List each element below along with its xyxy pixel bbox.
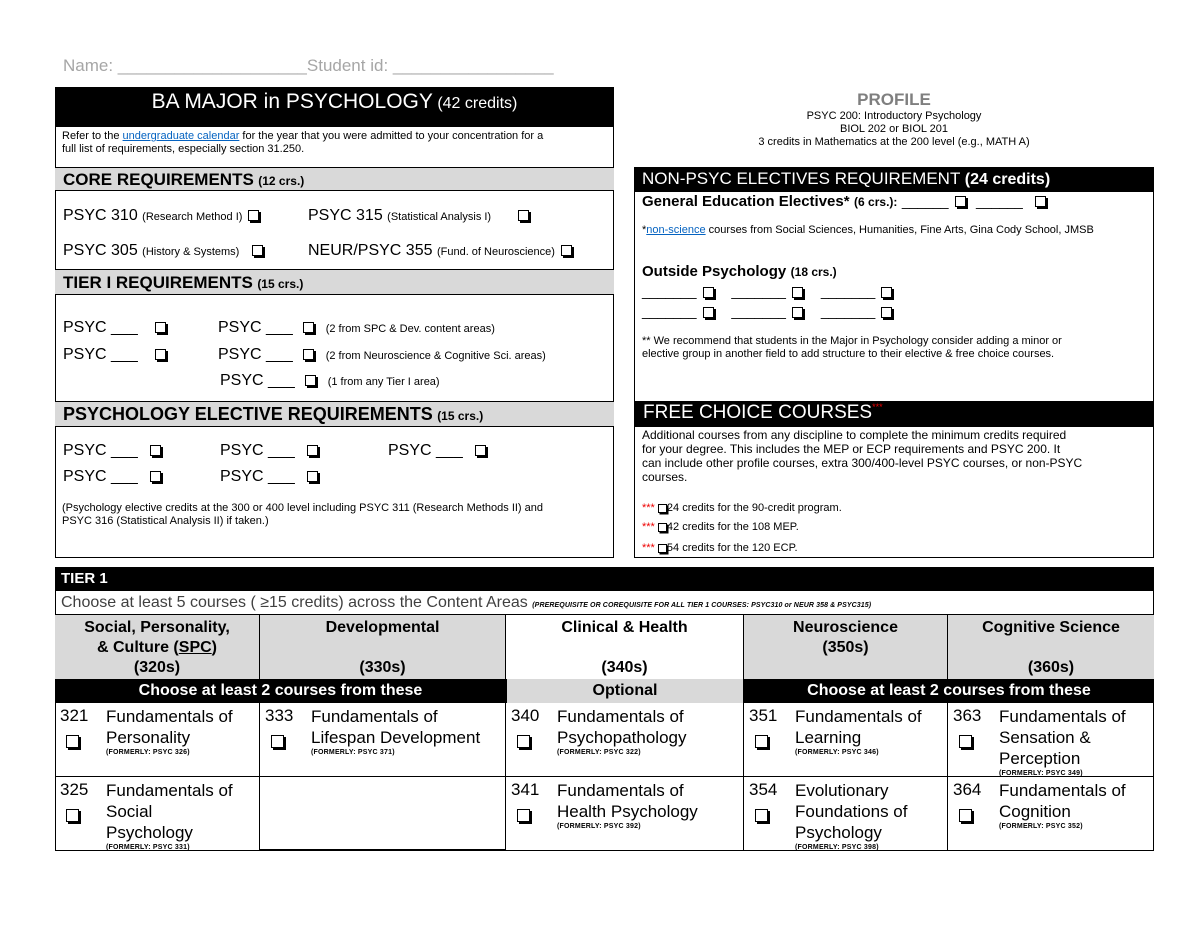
checkbox-icon[interactable]	[1035, 196, 1046, 207]
checkbox-icon[interactable]	[955, 196, 966, 207]
choose-note-right: Choose at least 2 courses from these	[744, 679, 1154, 703]
area-header-neuroscience: Neuroscience (350s)	[744, 615, 948, 679]
gen-ed-row: General Education Electives* (6 crs.): ______ ______	[642, 193, 1046, 211]
checkbox-icon[interactable]	[518, 210, 529, 221]
major-refer-text: Refer to the undergraduate calendar for the year that you were admitted to your concentration for a full list of requirements, especially section 31.250.	[62, 130, 544, 155]
elective-slot[interactable]: PSYC ___	[220, 442, 295, 459]
outside-blank[interactable]: _______	[642, 303, 697, 319]
checkbox-icon[interactable]	[252, 245, 263, 256]
choose-note-left: Choose at least 2 courses from these	[55, 679, 506, 703]
area-header-developmental: Developmental (330s)	[260, 615, 506, 679]
free-choice-bar: FREE CHOICE COURSES***	[634, 401, 1154, 427]
psyelec-credits: (15 crs.)	[437, 409, 484, 423]
outside-blank[interactable]: _______	[642, 283, 697, 299]
tier1-slot-row1b: PSYC ___ (2 from SPC & Dev. content areas)	[218, 319, 495, 336]
gen-ed-note: *non-science courses from Social Sciences, Humanities, Fine Arts, Gina Cody School, JMSB	[642, 224, 1094, 236]
outside-blank[interactable]: _______	[731, 303, 786, 319]
checkbox-icon[interactable]	[881, 287, 892, 298]
psych-elective-bar	[55, 401, 614, 427]
checkbox-icon[interactable]	[150, 445, 161, 456]
area-header-clinical: Clinical & Health (340s)	[506, 615, 744, 679]
checkbox-icon[interactable]	[755, 809, 768, 822]
checkbox-icon[interactable]	[305, 375, 316, 386]
free-option-1: *** 24 credits for the 90-credit program.	[642, 502, 842, 514]
core-row-1b: PSYC 315 (Statistical Analysis I)	[308, 207, 529, 225]
profile-title: PROFILE	[857, 90, 931, 109]
area-header-cognitive: Cognitive Science (360s)	[948, 615, 1154, 679]
tier1-slot-row3: PSYC ___ (1 from any Tier I area)	[220, 372, 440, 389]
checkbox-icon[interactable]	[658, 504, 667, 513]
checkbox-icon[interactable]	[792, 307, 803, 318]
nonpsyc-title-bar	[634, 167, 1154, 192]
core-psyc310: PSYC 310	[63, 207, 138, 224]
elective-slot[interactable]: PSYC ___	[220, 468, 295, 485]
psyelec-note: (Psychology elective credits at the 300 or 400 level including PSYC 311 (Research Methods II) and PSYC 316 (Statistical Analysis II) if taken.)	[62, 502, 543, 527]
core-title: CORE REQUIREMENTS	[63, 170, 254, 189]
course-354[interactable]: 354 Evolutionary Foundations of Psychology (FORMERLY: PSYC 398)	[744, 777, 948, 851]
tier1req-credits: (15 crs.)	[257, 277, 304, 291]
tier1-slot-row2b: PSYC ___ (2 from Neuroscience & Cognitive Sci. areas)	[218, 346, 546, 363]
elective-slot-4	[63, 468, 161, 486]
gen-ed-blank[interactable]: ______	[901, 193, 949, 209]
checkbox-icon[interactable]	[658, 544, 667, 553]
name-student-id-line[interactable]: Name: ____________________Student id: _________________	[63, 56, 554, 75]
checkbox-icon[interactable]	[303, 349, 314, 360]
nonpsyc-credits: (24 credits)	[964, 171, 1051, 188]
core-row-2: PSYC 305 (History & Systems)	[63, 242, 263, 260]
checkbox-icon[interactable]	[703, 307, 714, 318]
free-title: FREE CHOICE COURSES	[643, 402, 873, 423]
nonpsyc-title: NON-PSYC ELECTIVES REQUIREMENT	[642, 169, 961, 188]
gen-ed-blank[interactable]: ______	[976, 193, 1023, 209]
elective-slot[interactable]: PSYC ___	[63, 442, 138, 459]
outside-psych-row-1	[642, 283, 892, 299]
course-363[interactable]: 363 Fundamentals of Sensation & Perception (FORMERLY: PSYC 349)	[953, 706, 1126, 777]
outside-psych-heading: Outside Psychology (18 crs.)	[642, 263, 837, 280]
recommendation-note: ** We recommend that students in the Major in Psychology consider adding a minor or elective group in another field to add structure to their elective & free choice courses.	[642, 335, 1062, 360]
course-empty-developmental	[260, 777, 506, 851]
major-credits: (42 credits)	[437, 95, 518, 112]
checkbox-icon[interactable]	[248, 210, 259, 221]
tier1req-title: TIER I REQUIREMENTS	[63, 273, 253, 292]
checkbox-icon[interactable]	[792, 287, 803, 298]
tier1-slot[interactable]: PSYC ___	[220, 372, 295, 389]
gen-ed-title: General Education Electives*	[642, 193, 850, 210]
core-credits: (12 crs.)	[258, 174, 305, 188]
tier1-slot-row1a	[63, 319, 166, 337]
major-title-bar	[55, 87, 614, 127]
profile-line-2: BIOL 202 or BIOL 201	[839, 123, 949, 135]
optional-note: Optional	[506, 679, 744, 703]
profile-section	[634, 90, 1154, 149]
checkbox-icon[interactable]	[307, 471, 318, 482]
checkbox-icon[interactable]	[959, 735, 972, 748]
checkbox-icon[interactable]	[271, 735, 284, 748]
area-header-spc: Social, Personality, & Culture (SPC) (320s)	[55, 615, 260, 679]
tier1-title: TIER 1	[61, 570, 108, 587]
course-364[interactable]: 364 Fundamentals of Cognition (FORMERLY: PSYC 352)	[953, 780, 1126, 830]
elective-slot-1	[63, 442, 161, 460]
checkbox-icon[interactable]	[307, 445, 318, 456]
checkbox-icon[interactable]	[561, 245, 572, 256]
core-psyc305: PSYC 305	[63, 242, 138, 259]
major-title: BA MAJOR in PSYCHOLOGY	[151, 90, 433, 113]
checkbox-icon[interactable]	[150, 471, 161, 482]
outside-blank[interactable]: _______	[820, 283, 876, 299]
checkbox-icon[interactable]	[959, 809, 972, 822]
core-requirements-bar	[55, 167, 614, 191]
elective-slot-5	[220, 468, 318, 486]
course-325[interactable]: 325 Fundamentals of Social Psychology (FORMERLY: PSYC 331)	[55, 777, 260, 851]
elective-slot[interactable]: PSYC ___	[388, 442, 463, 459]
checkbox-icon[interactable]	[517, 735, 530, 748]
checkbox-icon[interactable]	[703, 287, 714, 298]
course-333[interactable]: 333 Fundamentals of Lifespan Development (FORMERLY: PSYC 371)	[260, 703, 506, 776]
outside-blank[interactable]: _______	[820, 303, 876, 319]
tier1-slot[interactable]: PSYC ___	[63, 346, 138, 363]
tier1-instruction-row: Choose at least 5 courses ( ≥15 credits) across the Content Areas (PREREQUISITE OR COREQUISITE FOR ALL TIER 1 COURSES: PSYC310 or NEUR 358 & PSYC315)	[61, 594, 872, 611]
course-340[interactable]: 340 Fundamentals of Psychopathology (FORMERLY: PSYC 322)	[506, 703, 744, 776]
checkbox-icon[interactable]	[66, 809, 79, 822]
non-science-link[interactable]: non-science	[646, 224, 706, 236]
course-351[interactable]: 351 Fundamentals of Learning (FORMERLY: PSYC 346)	[744, 703, 948, 776]
profile-line-1: PSYC 200: Introductory Psychology	[806, 110, 982, 122]
elective-slot[interactable]: PSYC ___	[63, 468, 138, 485]
course-341[interactable]: 341 Fundamentals of Health Psychology (FORMERLY: PSYC 392)	[506, 777, 744, 851]
elective-slot-3	[388, 442, 486, 460]
core-row-2b: NEUR/PSYC 355 (Fund. of Neuroscience)	[308, 242, 572, 260]
core-row-1: PSYC 310 (Research Method I)	[63, 207, 259, 225]
checkbox-icon[interactable]	[66, 735, 79, 748]
tier1-requirements-bar	[55, 269, 614, 295]
undergraduate-calendar-link[interactable]: undergraduate calendar	[122, 130, 240, 142]
outside-blank[interactable]: _______	[731, 283, 786, 299]
checkbox-icon[interactable]	[517, 809, 530, 822]
tier1-slot[interactable]: PSYC ___	[218, 319, 293, 336]
tier1-slot[interactable]: PSYC ___	[218, 346, 293, 363]
checkbox-icon[interactable]	[755, 735, 768, 748]
core-psyc315: PSYC 315	[308, 207, 383, 224]
tier1-title-bar	[55, 567, 1154, 591]
course-321[interactable]: 321 Fundamentals of Personality (FORMERLY: PSYC 326)	[55, 703, 260, 776]
free-description: Additional courses from any discipline to complete the minimum credits required for your degree. This includes the MEP or ECP requirements and PSYC 200. It can include other profile courses, extra 300/400-level PSYC courses, or non-PSYC courses.	[642, 428, 1083, 484]
checkbox-icon[interactable]	[303, 322, 314, 333]
checkbox-icon[interactable]	[658, 523, 667, 532]
checkbox-icon[interactable]	[155, 322, 166, 333]
core-neur355: NEUR/PSYC 355	[308, 242, 433, 259]
checkbox-icon[interactable]	[881, 307, 892, 318]
elective-slot-2	[220, 442, 318, 460]
outside-psych-row-2	[642, 303, 892, 319]
tier1-slot-row2a	[63, 346, 166, 364]
psyelec-title: PSYCHOLOGY ELECTIVE REQUIREMENTS	[63, 404, 433, 424]
checkbox-icon[interactable]	[155, 349, 166, 360]
profile-line-3: 3 credits in Mathematics at the 200 level (e.g., MATH A)	[758, 136, 1030, 148]
free-option-2: *** 42 credits for the 108 MEP.	[642, 521, 799, 533]
free-option-3: *** 54 credits for the 120 ECP.	[642, 542, 798, 554]
tier1-slot[interactable]: PSYC ___	[63, 319, 138, 336]
checkbox-icon[interactable]	[475, 445, 486, 456]
